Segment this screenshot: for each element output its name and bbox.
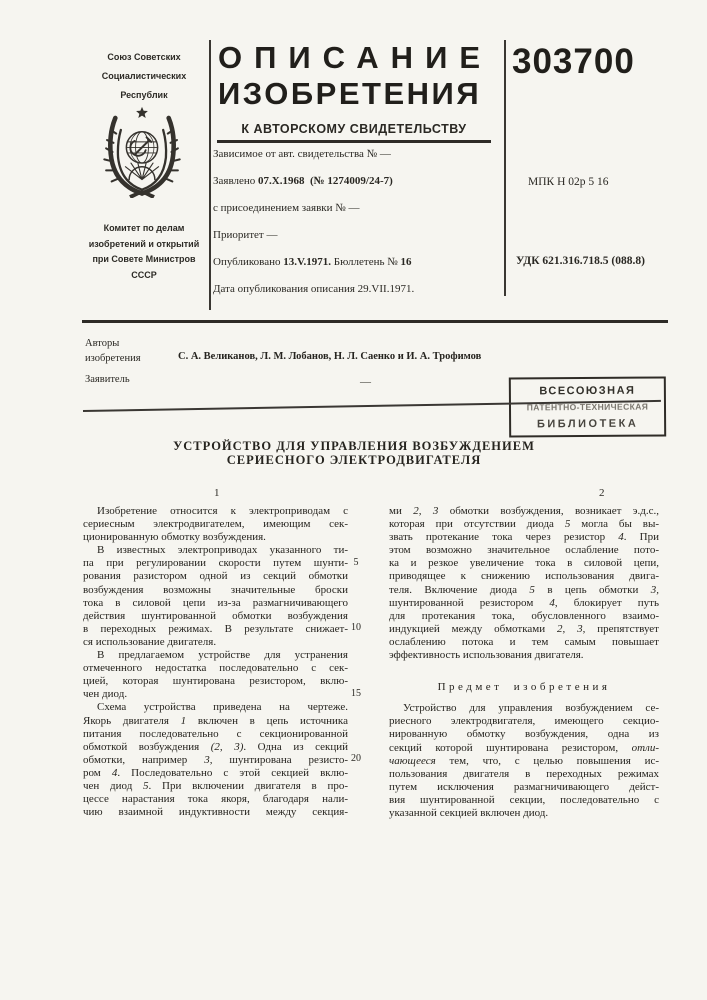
line-number-10: 10 xyxy=(351,622,361,633)
paragraph: Изобретение относится к электроприводам с сериесным электродвигателем, имеющим сек- ционированную обмотку возбуждения. xyxy=(83,505,348,544)
applicant-value: — xyxy=(360,376,371,388)
claims-heading: Предмет изобретения xyxy=(437,681,611,694)
paragraph: Схема устройства приведена на чертеже. Якорь двигателя 1 включен в цепь источника питания последовательно с секционированной обмоткой возбуждения (2, 3). Одна из секций обмотки, например 3, шунтирована резисто- ром 4. Последовательно с этой секцией вклю- чен диод 5. При включении двигателя в про- цессе нарастания тока якоря, благодаря нали- чию взаимной индуктивности между секция- xyxy=(83,701,348,819)
published-label: Опубликовано xyxy=(213,256,281,268)
stamp-line1: ВСЕСОЮЗНАЯ xyxy=(539,384,636,397)
subtitle-underline xyxy=(217,140,491,143)
ussr-coat-of-arms-icon xyxy=(98,106,186,198)
mpk-classification: МПК Н 02р 5 16 xyxy=(528,176,609,188)
patent-number: 303700 xyxy=(512,42,635,81)
paragraph: В предлагаемом устройстве для устранения отмеченного недостатка последовательно с сек- цией, которая шунтирована резистором, вклю- чен диод. xyxy=(83,649,348,701)
committee-line: изобретений и открытий xyxy=(88,238,200,249)
stamp-line2: ПАТЕНТНО-ТЕХНИЧЕСКАЯ xyxy=(526,401,649,413)
body-column-left xyxy=(83,505,348,819)
union-line: Республик xyxy=(120,90,168,100)
claims-paragraph: Устройство для управления возбуждением се- риесного электродвигателя, имеющего секцио- нированную обмотку возбуждения, одна из секций которой шунтирована резистором, отли- чающееся тем, что, с целью повышения ис- пользования двигателя в переходных режимах путем исключения размагничивающего дейст- вия шунтированной секции, последовательно с указанной секцией включен диод. xyxy=(389,702,659,819)
udk-classification: УДК 621.316.718.5 (088.8) xyxy=(516,255,645,267)
committee-line: СССР xyxy=(131,269,157,280)
committee-line: Комитет по делам xyxy=(103,223,185,233)
filed-line xyxy=(213,175,393,187)
body-column-right xyxy=(389,505,659,820)
committee-line: при Совете Министров xyxy=(92,254,196,264)
column-number-2: 2 xyxy=(599,487,605,499)
doc-type-title-line2: ИЗОБРЕТЕНИЯ xyxy=(218,76,482,111)
published-line xyxy=(213,256,412,268)
author-names: С. А. Великанов, Л. М. Лобанов, Н. Л. Саенко и И. А. Трофимов xyxy=(178,351,482,362)
header-vertical-divider-left xyxy=(209,40,211,310)
invention-title: УСТРОЙСТВО ДЛЯ УПРАВЛЕНИЯ ВОЗБУЖДЕНИЕМ СЕРИЕСНОГО ЭЛЕКТРОДВИГАТЕЛЯ xyxy=(173,439,535,467)
union-line: Союз Советских xyxy=(107,52,181,62)
doc-type-title-line1: ОПИСАНИЕ xyxy=(218,40,493,75)
priority-line: Приоритет — xyxy=(213,229,278,241)
bulletin-number: 16 xyxy=(400,256,412,268)
line-number-5: 5 xyxy=(353,557,359,568)
library-stamp xyxy=(509,376,666,437)
paragraph: В известных электроприводах указанного ти- па при регулировании скорости путем шунти- рования разистором одной из секций обмотки возбуждения возможны значительные броски тока в силовой цепи из-за размагничивающего действия шунтированной обмотки возбуждения в переходных режимах. В результате снижает- ся использование двигателя. xyxy=(83,544,348,648)
line-number-15: 15 xyxy=(351,688,361,699)
applicant-label: Заявитель xyxy=(85,374,130,385)
header-bottom-rule xyxy=(82,320,668,323)
stamp-line3: БИБЛИОТЕКА xyxy=(536,417,639,430)
line-number-20: 20 xyxy=(351,753,361,764)
dependent-certificate-line: Зависимое от авт. свидетельства № — xyxy=(213,148,391,160)
issuing-union-name xyxy=(88,48,200,105)
joined-application-line: с присоединением заявки № — xyxy=(213,202,360,214)
committee-name xyxy=(84,221,204,283)
published-date: 13.V.1971. xyxy=(283,256,332,268)
filed-label: Заявлено xyxy=(213,175,256,187)
filed-date: 07.X.1968 xyxy=(258,175,305,187)
authors-label: Авторы изобретения xyxy=(85,338,141,364)
union-line: Социалистических xyxy=(101,71,187,81)
bulletin-label: Бюллетень № xyxy=(333,256,398,268)
description-publication-date-line: Дата опубликования описания 29.VII.1971. xyxy=(213,283,415,295)
header-vertical-divider-right xyxy=(504,40,506,296)
filed-number: (№ 1274009/24-7) xyxy=(309,175,393,187)
paragraph: ми 2, 3 обмотки возбуждения, возникает э.д.с., которая при отсутствии диода 5 могла бы вы- звать протекание тока через резистор 4. При этом возможно значительное ослабление пото- ка и резкое увеличение тока в силовой цепи, приводящее к снижению использования двига- теля. Включение диода 5 в цепь обмотки 3, шунтированной резистором 4, блокирует путь для протекания тока, обусловленного взаимо- индукцией между обмотками 2, 3, препятствует ослаблению потока и тем самым повышает эффективность использования двигателя. xyxy=(389,505,659,662)
column-number-1: 1 xyxy=(214,487,220,499)
doc-subtitle: К АВТОРСКОМУ СВИДЕТЕЛЬСТВУ xyxy=(241,122,467,136)
